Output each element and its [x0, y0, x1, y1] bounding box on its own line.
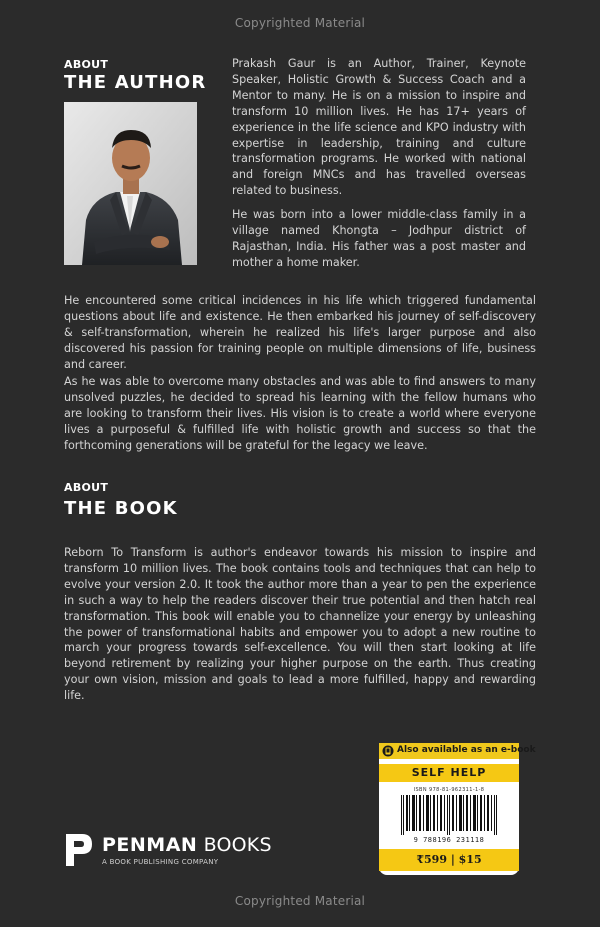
- author-bio-paragraph-1: Prakash Gaur is an Author, Trainer, Keynote Speaker, Holistic Growth & Success Coach and a Mentor to many. He is on a mission to inspire and transform 10 million lives. He has 17+ years of experience in the life science and KPO industry with expertise in leadership, training and culture transformation programs. He worked with national and foreign MNCs and has travelled overseas related to business.: [232, 57, 526, 198]
- ebook-note-strip: [379, 743, 536, 759]
- author-bio-paragraph-2: He was born into a lower middle-class family in a village named Khongta – Jodhpur district of Rajasthan, India. His father was a post master and mother a home maker.: [232, 208, 526, 269]
- ebook-note-text: Also available as an e-book: [397, 745, 536, 755]
- publisher-logo: [64, 832, 324, 872]
- retail-label-box: [379, 743, 536, 875]
- book-description: Reborn To Transform is author's endeavor towards his mission to inspire and transform 10 million lives. The book contains tools and techniques that can help to evolve your version 2.0. It took the author more than a year to pen the experience in such a way to help the readers discover their true potential and then hatch real transformation. This book will enable you to channelize your energy by unleashing the power of transformational habits and empower you to adopt a new routine to march your progress towards self-excellence. You will then start looking at life beyond retirement by realizing your higher purpose on the earth. Thus creating your own vision, mission and goals to lead a more fulfilled, happy and rewarding life.: [64, 546, 536, 703]
- publisher-tagline: A BOOK PUBLISHING COMPANY: [102, 858, 219, 866]
- genre-label: SELF HELP: [379, 764, 519, 782]
- publisher-name: PENMAN BOOKS: [102, 834, 272, 856]
- author-bio-paragraph-4: As he was able to overcome many obstacles and was able to find answers to many unsolved puzzles, he decided to spread his learning with the fellow humans who are looking to transform their lives. His vision is to create a world where everyone lives a purposeful & fulfilled life with holistic growth and success so that the forthcoming generations will be grateful for the legacy we leave.: [64, 375, 536, 452]
- about-author-label: ABOUT: [64, 58, 109, 71]
- watermark-bottom: Copyrighted Material: [234, 894, 366, 908]
- isbn-text: ISBN 978-81-962311-1-8: [413, 787, 485, 793]
- penman-logo-icon: [64, 832, 94, 868]
- about-book-label: ABOUT: [64, 481, 109, 494]
- price-label: ₹599 | $15: [379, 849, 519, 871]
- watermark-top: Copyrighted Material: [234, 16, 366, 30]
- barcode-number: 9 788196 231118: [413, 836, 485, 844]
- about-book-heading: THE BOOK: [64, 498, 178, 519]
- ebook-badge-icon: [382, 745, 394, 757]
- author-portrait: [64, 102, 197, 265]
- about-author-heading: THE AUTHOR: [64, 72, 207, 93]
- barcode: [399, 795, 499, 835]
- author-bio-paragraph-3: He encountered some critical incidences in his life which triggered fundamental questions about life and existence. He then embarked his journey of self-discovery & self-transformation, wherein he realized his life's larger purpose and also discovered his passion for training people on multiple dimensions of life, business and career.: [64, 294, 536, 371]
